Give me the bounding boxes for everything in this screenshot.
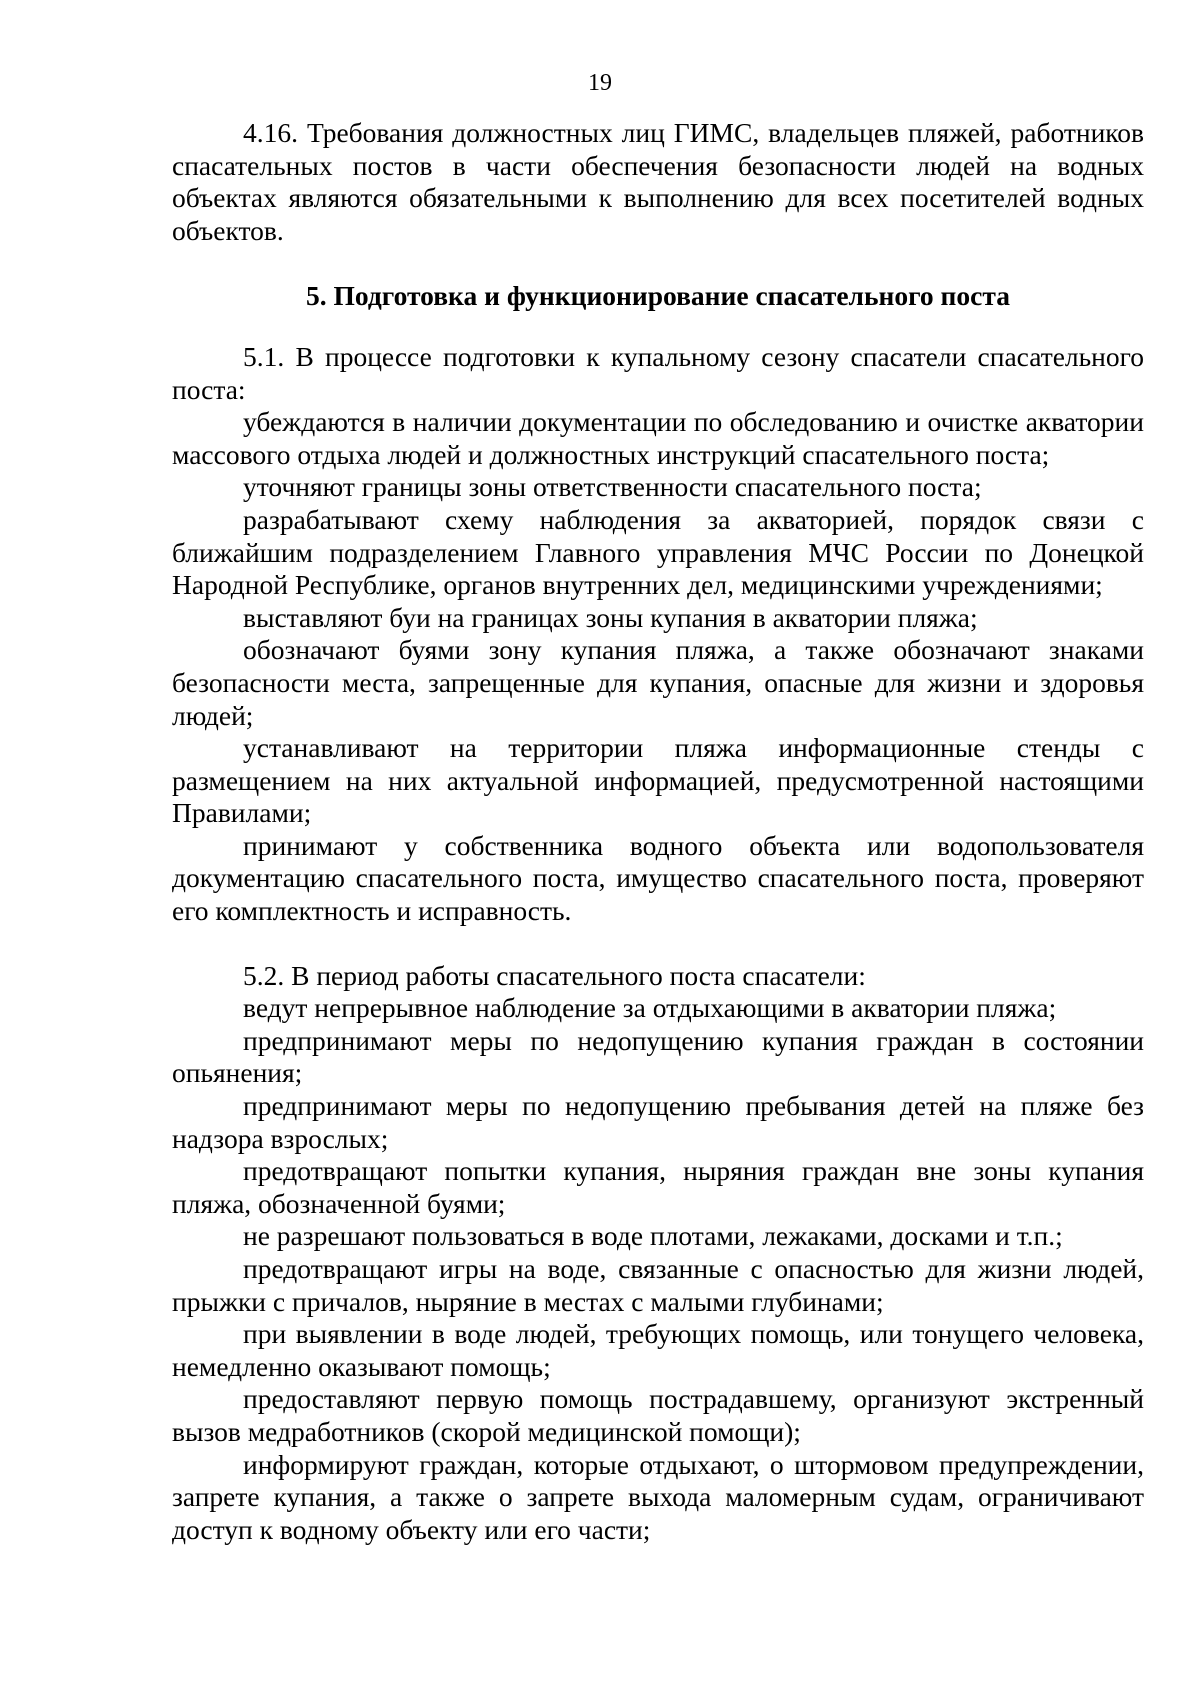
list-item: предпринимают меры по недопущению пребывания детей на пляже без надзора взрослых;	[172, 1090, 1144, 1154]
list-item: предотвращают игры на воде, связанные с опасностью для жизни людей, прыжки с причалов, ныряние в местах с малыми глубинами;	[172, 1253, 1144, 1317]
list-item: ведут непрерывное наблюдение за отдыхающими в акватории пляжа;	[243, 992, 1057, 1024]
list-item: предотвращают попытки купания, ныряния граждан вне зоны купания пляжа, обозначенной буями;	[172, 1155, 1144, 1219]
item-5-2-intro: 5.2. В период работы спасательного поста спасатели:	[243, 959, 866, 991]
list-item: выставляют буи на границах зоны купания в акватории пляжа;	[243, 601, 978, 633]
section-5-heading: 5. Подготовка и функционирование спасательного поста	[306, 280, 1010, 312]
list-item: принимают у собственника водного объекта или водопользователя документацию спасательного поста, имущество спасательного поста, проверяют его комплектность и исправность.	[172, 829, 1144, 927]
list-item: обозначают буями зону купания пляжа, а также обозначают знаками безопасности места, запрещенные для купания, опасные для жизни и здоровья людей;	[172, 634, 1144, 731]
list-item: разрабатывают схему наблюдения за акваторией, порядок связи с ближайшим подразделением Главного управления МЧС России по Донецкой Народной Республике, органов внутренних дел, медицинскими учреждениями;	[172, 503, 1144, 601]
paragraph-4-16: 4.16. Требования должностных лиц ГИМС, владельцев пляжей, работников спасательных постов в части обеспечения безопасности людей на водных объектах являются обязательными к выполнению для всех посетителей водных объектов.	[172, 117, 1144, 246]
list-item: информируют граждан, которые отдыхают, о штормовом предупреждении, запрете купания, а также о запрете выхода маломерным судам, ограничивают доступ к водному объекту или его части;	[172, 1448, 1144, 1545]
list-item: устанавливают на территории пляжа информационные стенды с размещением на них актуальной информацией, предусмотренной настоящими Правилами;	[172, 732, 1144, 829]
item-5-1-intro: 5.1. В процессе подготовки к купальному сезону спасатели спасательного поста:	[172, 340, 1144, 405]
list-item: предоставляют первую помощь пострадавшему, организуют экстренный вызов медработников (скорой медицинской помощи);	[172, 1383, 1144, 1447]
list-item: убеждаются в наличии документации по обследованию и очистке акватории массового отдыха людей и должностных инструкций спасательного поста;	[172, 406, 1144, 470]
page-number: 19	[588, 70, 612, 96]
list-item: не разрешают пользоваться в воде плотами, лежаками, досками и т.п.;	[243, 1220, 1063, 1252]
list-item: при выявлении в воде людей, требующих помощь, или тонущего человека, немедленно оказывают помощь;	[172, 1318, 1144, 1382]
list-item: уточняют границы зоны ответственности спасательного поста;	[243, 471, 982, 503]
document-body	[172, 117, 1144, 1546]
list-item: предпринимают меры по недопущению купания граждан в состоянии опьянения;	[172, 1024, 1144, 1089]
